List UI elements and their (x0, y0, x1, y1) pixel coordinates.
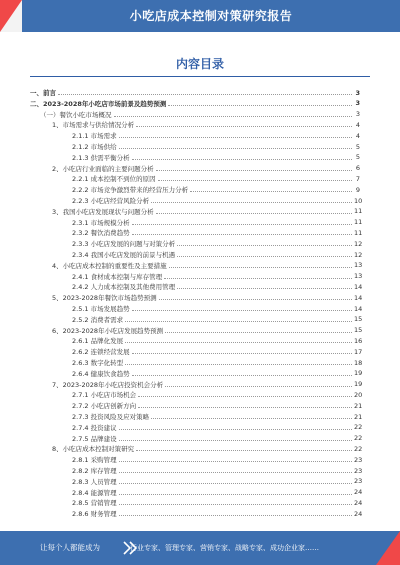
toc-entry-page: 11 (354, 207, 363, 216)
toc-leader-dots (119, 511, 352, 516)
toc-leader-dots (156, 209, 352, 214)
toc-entry[interactable] (72, 250, 363, 259)
toc-entry-page: 14 (354, 293, 363, 302)
toc-entry-label: 8、小吃店成本控制对策研究 (52, 445, 135, 454)
toc-entry-page: 24 (354, 509, 363, 518)
toc-entry-label: 2.5.1 市场发展趋势 (72, 305, 130, 313)
toc-entry-label: 2.8.3 人员管理 (72, 477, 117, 486)
toc-entry[interactable] (72, 282, 363, 292)
toc-entry-page: 15 (354, 326, 363, 335)
toc-leader-dots (114, 112, 353, 117)
toc-leader-dots (132, 230, 352, 235)
toc-leader-dots (58, 90, 352, 95)
toc-entry[interactable] (72, 369, 363, 378)
toc-entry[interactable] (52, 261, 363, 270)
toc-entry[interactable] (72, 455, 363, 465)
header-bar (22, 0, 400, 32)
toc-leader-dots (132, 155, 352, 160)
toc-entry[interactable] (52, 293, 363, 303)
toc-entry-label: 7、2023-2028年小吃店投资机会分析 (52, 380, 164, 389)
toc-entry[interactable] (72, 412, 363, 421)
toc-entry-label: 2.8.1 采购管理 (72, 456, 117, 465)
toc-entry[interactable] (72, 347, 363, 357)
toc-entry-label: 2.2.2 市场竞争激烈带来的经营压力分析 (72, 186, 189, 195)
toc-entry-page: 11 (354, 218, 363, 227)
toc-leader-dots (190, 187, 352, 192)
toc-entry[interactable] (52, 207, 363, 216)
toc-entry[interactable] (72, 218, 363, 227)
toc-entry[interactable] (30, 88, 360, 97)
toc-leader-dots (168, 101, 352, 106)
toc-entry[interactable] (72, 336, 363, 346)
toc-entry-page: 3 (355, 110, 360, 119)
toc-divider-top (30, 76, 370, 77)
toc-leader-dots (138, 392, 352, 397)
toc-entry-label: 2.3.4 我国小吃店发展的前景与机遇 (72, 251, 176, 259)
toc-entry-label: 2.8.4 能源管理 (72, 488, 117, 497)
toc-entry[interactable] (52, 380, 363, 389)
toc-leader-dots (125, 338, 352, 343)
toc-leader-dots (132, 306, 352, 311)
toc-entry-page: 19 (354, 380, 363, 389)
toc-entry-page: 15 (354, 315, 363, 324)
toc-entry-label: 2.6.1 品牌化发展 (72, 337, 124, 346)
toc-entry-page: 23 (354, 477, 363, 486)
toc-entry[interactable] (52, 164, 360, 173)
toc-entry[interactable] (72, 174, 360, 183)
toc-entry-page: 24 (354, 488, 363, 497)
toc-entry-page: 18 (354, 358, 363, 367)
toc-entry-label: 2.1.3 供需平衡分析 (72, 153, 130, 162)
toc-leader-dots (165, 328, 352, 333)
toc-entry[interactable] (72, 131, 360, 140)
toc-entry[interactable] (72, 239, 363, 249)
toc-leader-dots (125, 360, 352, 365)
toc-entry[interactable] (72, 498, 363, 508)
toc-entry-label: 2.4.2 人力成本控制及其他费用管理 (72, 283, 176, 292)
toc-entry[interactable] (72, 488, 363, 497)
toc-entry[interactable] (72, 509, 363, 519)
toc-leader-dots (177, 241, 352, 246)
footer-slogan-left: 让每个人都能成为 (40, 543, 100, 552)
toc-entry-page: 22 (354, 434, 363, 443)
toc-leader-dots (156, 166, 352, 171)
toc-entry-page: 20 (354, 390, 363, 399)
toc-entry[interactable] (72, 477, 363, 486)
toc-entry-label: 2.8.2 库存管理 (72, 467, 117, 475)
toc-entry-label: 2.7.4 投资建议 (72, 423, 117, 432)
toc-entry-label: 2.6.3 数字化转型 (72, 359, 124, 367)
toc-leader-dots (151, 198, 352, 203)
toc-leader-dots (119, 490, 352, 495)
toc-entry-page: 21 (354, 401, 363, 410)
toc-entry-label: 2.6.2 连锁经营发展 (72, 348, 130, 357)
toc-entry[interactable] (72, 196, 363, 205)
footer-slogan-right: 行业专家、管理专家、营销专家、战略专家、成功企业家…… (130, 544, 319, 552)
toc-leader-dots (151, 414, 352, 419)
toc-entry[interactable] (72, 272, 363, 281)
toc-entry[interactable] (72, 390, 363, 400)
footer-red-triangle (376, 531, 400, 565)
toc-leader-dots (159, 295, 352, 300)
toc-entry-label: 1、市场需求与供给情况分析 (52, 121, 135, 130)
toc-entry-label: 3、我国小吃店发展现状与问题分析 (52, 207, 154, 216)
toc-leader-dots (132, 349, 352, 354)
toc-entry[interactable] (52, 326, 363, 335)
toc-entry[interactable] (72, 185, 360, 194)
toc-title: 内容目录 (175, 57, 224, 71)
toc-entry[interactable] (72, 142, 360, 151)
toc-entry-label: 2.5.2 消费者需求 (72, 315, 124, 324)
toc-leader-dots (119, 144, 352, 149)
toc-leader-dots (165, 382, 352, 387)
toc-leader-dots (125, 317, 352, 322)
toc-entry-label: 5、2023-2028年餐饮市场趋势预测 (52, 294, 157, 303)
toc-entry-page: 22 (354, 423, 363, 432)
toc-entry-label: 2.8.6 财务管理 (72, 510, 117, 519)
toc-entry-page: 17 (354, 347, 363, 356)
document-title: 小吃店成本控制对策研究报告 (129, 9, 293, 23)
toc-entry-label: 一、前言 (30, 89, 56, 97)
toc-entry[interactable] (72, 153, 360, 162)
toc-entry-page: 4 (355, 120, 360, 129)
toc-entry-page: 12 (354, 250, 363, 259)
toc-entry-page: 22 (354, 444, 363, 453)
toc-entry-label: 6、2023-2028年小吃店发展趋势预测 (52, 326, 164, 335)
toc-entry-label: 2.2.3 小吃店经营风险分析 (72, 197, 150, 205)
toc-entry-page: 10 (354, 196, 363, 205)
toc-leader-dots (119, 457, 352, 462)
toc-entry-page: 5 (355, 142, 360, 151)
toc-entry-page: 4 (355, 131, 360, 140)
toc-leader-dots (132, 220, 352, 225)
toc-leader-dots (177, 284, 352, 289)
toc-entry-label: 2.7.2 小吃店创新方向 (72, 402, 137, 411)
toc-leader-dots (119, 133, 352, 138)
toc-entry[interactable] (72, 466, 363, 475)
toc-entry-page: 16 (354, 336, 363, 345)
toc-entry[interactable] (72, 358, 363, 367)
toc-entry[interactable] (52, 120, 360, 129)
toc-entry-label: 2.3.3 小吃店发展的问题与对策分析 (72, 240, 176, 249)
toc-entry-label: 2.1.2 市场供给 (72, 143, 117, 151)
toc-entry-label: 2.3.1 市场规模分析 (72, 218, 130, 227)
toc-entry-label: 2.4.1 食材成本控制与库存管理 (72, 272, 163, 281)
toc-entry[interactable] (72, 434, 363, 443)
footer-bar (0, 531, 400, 565)
toc-entry-label: 2.6.4 健康饮食趋势 (72, 369, 130, 378)
toc-entry[interactable] (72, 315, 363, 324)
toc-entry-page: 11 (354, 228, 363, 237)
toc-leader-dots (119, 436, 352, 441)
toc-entry-label: 二、2023-2028年小吃店市场前景及趋势预测 (30, 99, 167, 108)
toc-entry-page: 3 (355, 88, 360, 97)
toc-leader-dots (177, 252, 352, 257)
toc-leader-dots (136, 446, 352, 451)
toc-entry-page: 19 (354, 369, 363, 378)
toc-entry[interactable] (30, 99, 360, 108)
toc-entry-label: 2.7.5 品牌建设 (72, 434, 117, 443)
toc-entry[interactable] (40, 110, 360, 119)
toc-entry[interactable] (52, 444, 363, 454)
toc-entry-label: 2.1.1 市场需求 (72, 132, 117, 141)
toc-leader-dots (169, 263, 352, 268)
toc-entry-page: 3 (355, 99, 360, 108)
toc-entry-label: 2.3.2 餐饮消费趋势 (72, 229, 130, 238)
toc-entry-page: 14 (354, 282, 363, 291)
toc-entry-label: 2、小吃店行业面临的主要问题分析 (52, 164, 154, 173)
toc-entry-page: 13 (354, 261, 363, 270)
toc-entry-label: 2.2.1 成本控制不到位的原因 (72, 175, 156, 184)
toc-entry[interactable] (72, 228, 363, 238)
toc-entry-page: 6 (355, 164, 360, 173)
toc-leader-dots (138, 403, 352, 408)
toc-leader-dots (119, 425, 352, 430)
toc-entry-page: 9 (355, 185, 360, 194)
toc-leader-dots (136, 122, 352, 127)
toc-leader-dots (119, 479, 352, 484)
toc-entry[interactable] (72, 304, 363, 313)
toc-entry-page: 23 (354, 466, 363, 475)
toc-entry-page: 5 (355, 153, 360, 162)
toc-entry-label: 2.7.3 投资风险及应对策略 (72, 413, 150, 421)
toc-entry-label: （一）餐饮小吃市场概况 (40, 110, 112, 119)
toc-entry-page: 7 (355, 174, 360, 183)
toc-entry-page: 14 (354, 304, 363, 313)
toc-leader-dots (132, 371, 352, 376)
toc-leader-dots (164, 274, 352, 279)
header-red-triangle (0, 0, 22, 32)
toc-entry-page: 12 (354, 239, 363, 248)
toc-entry-page: 21 (354, 412, 363, 421)
toc-leader-dots (158, 176, 352, 181)
toc-entry-label: 2.8.5 营销管理 (72, 499, 117, 508)
toc-entry-page: 23 (354, 455, 363, 464)
toc-leader-dots (119, 468, 352, 473)
toc-entry[interactable] (72, 423, 363, 432)
toc-entry-page: 24 (354, 498, 363, 507)
toc-leader-dots (119, 500, 352, 505)
toc-entry-label: 2.7.1 小吃店市场机会 (72, 391, 137, 400)
toc-entry-label: 4、小吃店成本控制的重要性及主要措施 (52, 261, 167, 270)
toc-entry-page: 13 (354, 272, 363, 281)
toc-entry[interactable] (72, 401, 363, 411)
